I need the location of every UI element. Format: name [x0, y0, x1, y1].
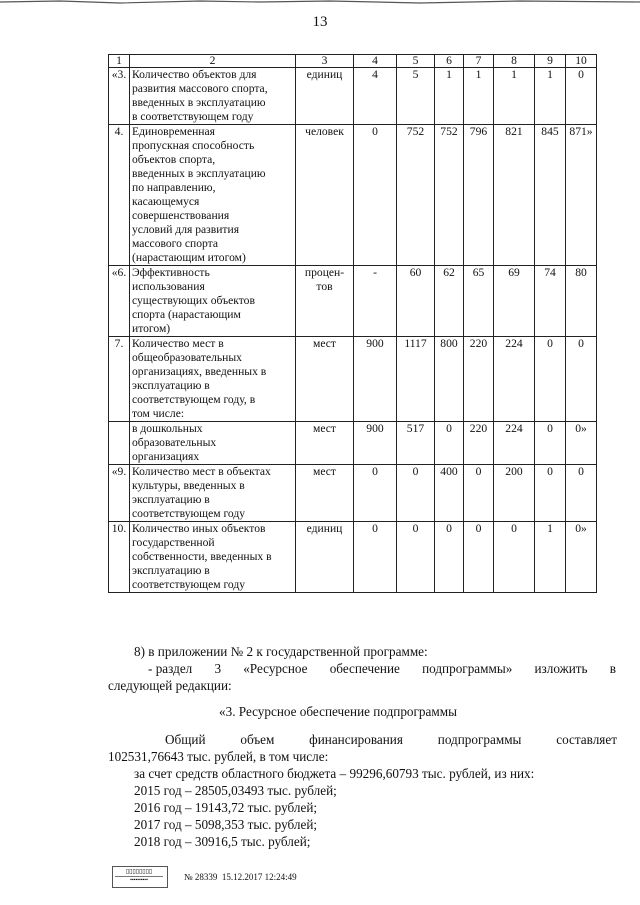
value-cell: 0: [566, 337, 597, 422]
table-row: [109, 522, 597, 593]
table-row: [109, 266, 597, 337]
header-cell: 4: [354, 55, 397, 68]
indicator-name-line: касающемуся: [132, 195, 200, 208]
unit-cell: [296, 337, 354, 422]
justified-word: изложить: [534, 661, 588, 676]
indicator-name-line: развития массового спорта,: [132, 82, 268, 95]
value-cell: 220: [464, 337, 494, 422]
header-cell: 1: [109, 55, 130, 68]
value-cell: 0: [354, 522, 397, 593]
value-cell: 1: [535, 68, 566, 125]
value-cell: 0: [464, 465, 494, 522]
value-cell: 60: [397, 266, 435, 337]
unit-line: процен-: [304, 266, 345, 279]
footer-datetime: 15.12.2017 12:24:49: [221, 872, 297, 882]
header-cell: 6: [435, 55, 464, 68]
justified-word: объем: [240, 732, 275, 747]
value-cell: 1: [535, 522, 566, 593]
indicator-name-line: общеобразовательных: [132, 351, 242, 364]
indicator-name-line: собственности, введенных в: [132, 550, 272, 563]
value-cell: 1: [494, 68, 535, 125]
paragraph-total-funding: [165, 731, 617, 749]
indicator-name-line: государственной: [132, 536, 215, 549]
indicator-name-line: образовательных: [132, 436, 217, 449]
header-cell: 10: [566, 55, 597, 68]
value-cell: 5: [397, 68, 435, 125]
indicator-name-line: введенных в эксплуатацию: [132, 96, 266, 109]
justified-word: в: [609, 661, 616, 676]
indicator-name-line: использования: [132, 280, 205, 293]
value-cell: 752: [435, 125, 464, 266]
value-cell: 796: [464, 125, 494, 266]
unit-line: мест: [313, 337, 336, 350]
header-cell: 5: [397, 55, 435, 68]
table-row: [109, 465, 597, 522]
indicator-name-line: условий для развития: [132, 223, 240, 236]
indicator-name-line: итогом): [132, 322, 171, 335]
indicator-name-line: объектов спорта,: [132, 153, 216, 166]
justified-word: - раздел: [148, 661, 193, 676]
indicator-name-line: Количество мест в объектах: [132, 465, 271, 478]
unit-line: мест: [313, 465, 336, 478]
paragraph-section-3-intro: [148, 660, 616, 678]
indicator-name-line: Единовременная: [132, 125, 215, 138]
value-cell: 0: [535, 465, 566, 522]
unit-cell: [296, 422, 354, 465]
section-heading: «3. Ресурсное обеспечение подпрограммы: [219, 704, 457, 719]
indicator-name-line: спорта (нарастающим: [132, 308, 241, 321]
value-cell: 0: [435, 522, 464, 593]
indicator-name-line: том числе:: [132, 407, 185, 420]
scan-edge-artifact: [0, 0, 640, 6]
table-row: [109, 422, 597, 465]
indicator-name-cell: [130, 68, 296, 125]
value-cell: 0: [354, 465, 397, 522]
unit-line: единиц: [306, 522, 343, 535]
row-number-cell: 10.: [109, 522, 130, 593]
value-cell: 0»: [566, 422, 597, 465]
value-cell: 900: [354, 337, 397, 422]
table-row: [109, 125, 597, 266]
year-2016-line: 2016 год – 19143,72 тыс. рублей;: [134, 800, 318, 815]
justified-word: подпрограммы»: [422, 661, 513, 676]
value-cell: 0: [535, 422, 566, 465]
justified-word: финансирования: [309, 732, 403, 747]
value-cell: 1: [464, 68, 494, 125]
header-cell: 8: [494, 55, 535, 68]
justified-word: 3: [214, 661, 222, 676]
value-cell: 80: [566, 266, 597, 337]
row-number-cell: «9.: [109, 465, 130, 522]
header-cell: 3: [296, 55, 354, 68]
value-cell: 1: [435, 68, 464, 125]
unit-line: мест: [313, 422, 336, 435]
paragraph-regional-budget: за счет средств областного бюджета – 99296,60793 тыс. рублей, из них:: [134, 766, 535, 781]
unit-cell: [296, 68, 354, 125]
header-cell: 2: [130, 55, 296, 68]
value-cell: 0: [435, 422, 464, 465]
indicator-name-cell: [130, 125, 296, 266]
paragraph-appendix-2: 8) в приложении № 2 к государственной программе:: [134, 644, 428, 659]
indicator-name-line: в соответствующем году: [132, 110, 254, 123]
unit-line: тов: [316, 280, 333, 293]
unit-cell: [296, 266, 354, 337]
indicator-name-cell: [130, 465, 296, 522]
header-cell: 7: [464, 55, 494, 68]
year-2015-line: 2015 год – 28505,03493 тыс. рублей;: [134, 783, 337, 798]
indicator-name-line: Количество объектов для: [132, 68, 257, 81]
indicator-name-line: существующих объектов: [132, 294, 255, 307]
indicator-name-line: соответствующем году, в: [132, 393, 256, 406]
indicator-name-line: совершенствования: [132, 209, 230, 222]
value-cell: 0: [397, 465, 435, 522]
value-cell: 800: [435, 337, 464, 422]
indicator-name-line: эксплуатацию в: [132, 564, 210, 577]
row-number-cell: 4.: [109, 125, 130, 266]
value-cell: 0»: [566, 522, 597, 593]
value-cell: 4: [354, 68, 397, 125]
value-cell: 65: [464, 266, 494, 337]
indicator-name-line: по направлению,: [132, 181, 216, 194]
indicator-name-cell: [130, 337, 296, 422]
value-cell: 752: [397, 125, 435, 266]
indicator-name-cell: [130, 422, 296, 465]
year-2017-line: 2017 год – 5098,353 тыс. рублей;: [134, 817, 318, 832]
value-cell: 74: [535, 266, 566, 337]
document-footer: [184, 872, 297, 882]
value-cell: 1117: [397, 337, 435, 422]
value-cell: 224: [494, 422, 535, 465]
indicator-name-line: введенных в эксплуатацию: [132, 167, 266, 180]
value-cell: 0: [464, 522, 494, 593]
value-cell: 821: [494, 125, 535, 266]
indicator-name-line: в дошкольных: [132, 422, 203, 435]
justified-word: «Ресурсное: [243, 661, 308, 676]
value-cell: 400: [435, 465, 464, 522]
paragraph-total-funding-cont: 102531,76643 тыс. рублей, в том числе:: [108, 749, 329, 764]
page-number: 13: [312, 14, 328, 30]
value-cell: 220: [464, 422, 494, 465]
year-2018-line: 2018 год – 30916,5 тыс. рублей;: [134, 834, 311, 849]
justified-word: обеспечение: [329, 661, 400, 676]
indicator-name-line: Количество иных объектов: [132, 522, 266, 535]
table-row: [109, 68, 597, 125]
indicator-name-line: организациях, введенных в: [132, 365, 267, 378]
value-cell: 0: [566, 465, 597, 522]
value-cell: -: [354, 266, 397, 337]
indicator-name-line: Количество мест в: [132, 337, 224, 350]
unit-cell: [296, 465, 354, 522]
unit-cell: [296, 125, 354, 266]
unit-line: единиц: [306, 68, 343, 81]
indicator-name-line: (нарастающим итогом): [132, 251, 246, 264]
indicator-name-line: эксплуатацию в: [132, 493, 210, 506]
indicator-name-cell: [130, 522, 296, 593]
indicator-name-line: соответствующем году: [132, 507, 246, 520]
indicator-name-cell: [130, 266, 296, 337]
indicator-name-line: организациях: [132, 450, 200, 463]
table-header-row: [109, 55, 597, 68]
justified-word: составляет: [556, 732, 617, 747]
value-cell: 845: [535, 125, 566, 266]
footer-doc-number: № 28339: [184, 872, 218, 882]
indicators-table: [108, 54, 597, 593]
indicator-name-line: эксплуатацию в: [132, 379, 210, 392]
row-number-cell: [109, 422, 130, 465]
indicator-name-line: пропускная способность: [132, 139, 255, 152]
value-cell: 62: [435, 266, 464, 337]
row-number-cell: 7.: [109, 337, 130, 422]
indicator-name-line: соответствующем году: [132, 578, 246, 591]
value-cell: 200: [494, 465, 535, 522]
paragraph-next-edition: следующей редакции:: [108, 678, 232, 693]
value-cell: 0: [494, 522, 535, 593]
value-cell: 224: [494, 337, 535, 422]
row-number-cell: «3.: [109, 68, 130, 125]
indicator-name-line: культуры, введенных в: [132, 479, 245, 492]
registry-stamp-logo: ▯▯▯▯▯▯▯▯ ▪▪▪▪▪▪▪▪▪▪: [112, 866, 168, 888]
value-cell: 871»: [566, 125, 597, 266]
value-cell: 0: [566, 68, 597, 125]
value-cell: 517: [397, 422, 435, 465]
header-cell: 9: [535, 55, 566, 68]
unit-cell: [296, 522, 354, 593]
value-cell: 900: [354, 422, 397, 465]
unit-line: человек: [305, 125, 344, 138]
indicator-name-line: массового спорта: [132, 237, 218, 250]
value-cell: 0: [397, 522, 435, 593]
value-cell: 0: [354, 125, 397, 266]
value-cell: 69: [494, 266, 535, 337]
justified-word: подпрограммы: [437, 732, 522, 747]
indicator-name-line: Эффективность: [132, 266, 210, 279]
justified-word: Общий: [165, 732, 206, 747]
table-row: [109, 337, 597, 422]
row-number-cell: «6.: [109, 266, 130, 337]
value-cell: 0: [535, 337, 566, 422]
